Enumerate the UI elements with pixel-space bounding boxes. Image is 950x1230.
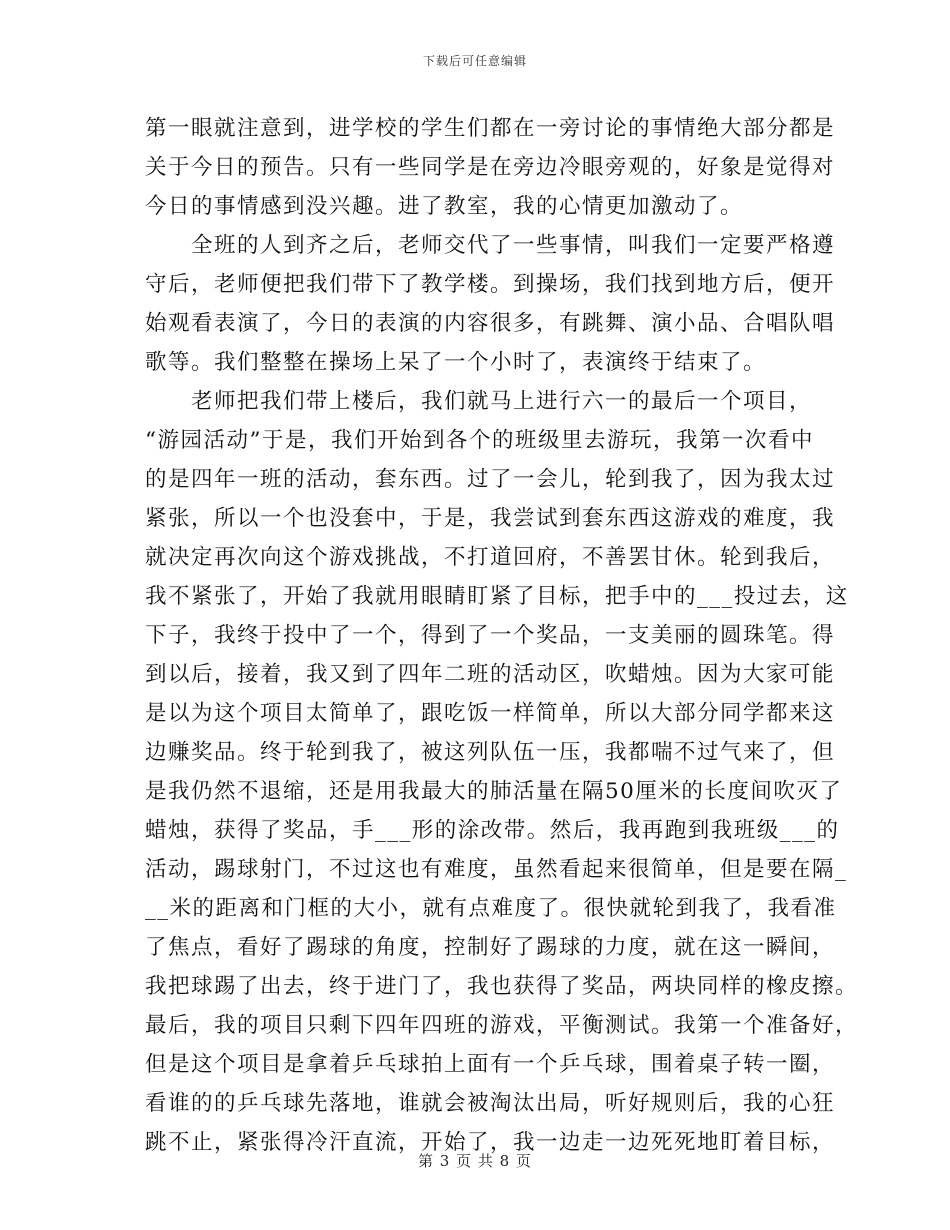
text-line: 始观看表演了，今日的表演的内容很多，有跳舞、演小品、合唱队唱 bbox=[145, 311, 836, 336]
body-text bbox=[145, 109, 859, 1162]
text-line: 今日的事情感到没兴趣。进了教室，我的心情更加激动了。 bbox=[145, 194, 744, 219]
text-line: 蜡烛，获得了奖品，手___形的涂改带。然后，我再跑到我班级___的 bbox=[145, 818, 840, 843]
page-number-footer: 第 3 页 共 8 页 bbox=[418, 1152, 532, 1170]
text-line: 是以为这个项目太简单了，跟吃饭一样简单，所以大部分同学都来这 bbox=[145, 701, 836, 726]
text-line: 紧张，所以一个也没套中，于是，我尝试到套东西这游戏的难度，我 bbox=[145, 506, 836, 531]
page-header: 下载后可任意编辑 bbox=[422, 54, 527, 68]
text-line: 跳不止，紧张得冷汗直流，开始了，我一边走一边死死地盯着目标， bbox=[145, 1130, 836, 1155]
text-line: 看谁的的乒乓球先落地，谁就会被淘汰出局，听好规则后，我的心狂 bbox=[145, 1091, 836, 1116]
text-line: 守后，老师便把我们带下了教学楼。到操场，我们找到地方后，便开 bbox=[145, 272, 836, 297]
text-line: 第一眼就注意到，进学校的学生们都在一旁讨论的事情绝大部分都是 bbox=[145, 116, 836, 141]
text-line: 的是四年一班的活动，套东西。过了一会儿，轮到我了，因为我太过 bbox=[145, 467, 836, 492]
text-line: 关于今日的预告。只有一些同学是在旁边冷眼旁观的，好象是觉得对 bbox=[145, 155, 836, 180]
text-line: 下子，我终于投中了一个，得到了一个奖品，一支美丽的圆珠笔。得 bbox=[145, 623, 836, 648]
text-line: 活动，踢球射门，不过这也有难度，虽然看起来很简单，但是要在隔_ bbox=[145, 857, 848, 882]
text-line: __米的距离和门框的大小，就有点难度了。很快就轮到我了，我看准 bbox=[145, 896, 837, 921]
text-line: 就决定再次向这个游戏挑战，不打道回府，不善罢甘休。轮到我后， bbox=[145, 545, 836, 570]
text-line: 我把球踢了出去，终于进门了，我也获得了奖品，两块同样的橡皮擦。 bbox=[145, 974, 859, 999]
text-line: 全班的人到齐之后，老师交代了一些事情，叫我们一定要严格遵 bbox=[145, 233, 836, 258]
text-line: 边赚奖品。终于轮到我了，被这列队伍一压，我都喘不过气来了，但 bbox=[145, 740, 836, 765]
text-line: 到以后，接着，我又到了四年二班的活动区，吹蜡烛。因为大家可能 bbox=[145, 662, 836, 687]
text-line: 了焦点，看好了踢球的角度，控制好了踢球的力度，就在这一瞬间， bbox=[145, 935, 836, 960]
text-line: 歌等。我们整整在操场上呆了一个小时了，表演终于结束了。 bbox=[145, 350, 767, 375]
text-line: “游园活动”于是，我们开始到各个的班级里去游玩，我第一次看中 bbox=[145, 428, 814, 453]
text-line: 最后，我的项目只剩下四年四班的游戏，平衡测试。我第一个准备好， bbox=[145, 1013, 859, 1038]
text-line: 老师把我们带上楼后，我们就马上进行六一的最后一个项目， bbox=[145, 389, 813, 414]
text-line: 是我仍然不退缩，还是用我最大的肺活量在隔50厘米的长度间吹灭了 bbox=[145, 779, 843, 804]
text-line: 我不紧张了，开始了我就用眼睛盯紧了目标，把手中的___投过去，这 bbox=[145, 584, 849, 609]
text-line: 但是这个项目是拿着乒乓球拍上面有一个乒乓球，围着桌子转一圈， bbox=[145, 1052, 836, 1077]
